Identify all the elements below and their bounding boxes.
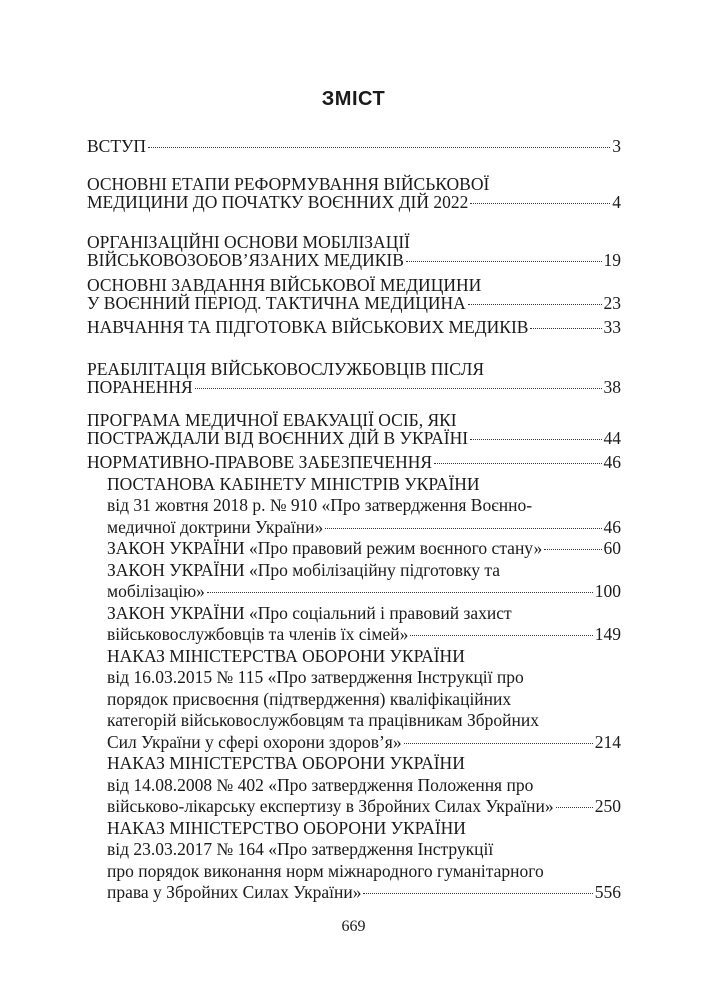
toc-entry-text: Сил України у сфері охорони здоров’я»	[107, 731, 402, 752]
toc-entry-text: військовослужбовців та членів їх сімей»	[107, 624, 409, 644]
toc-entry-text: мобілізацію»	[107, 581, 205, 601]
toc-entry[interactable]	[87, 234, 621, 269]
toc-entry[interactable]	[87, 138, 621, 156]
toc-page-number: 38	[603, 376, 621, 397]
toc-entry-text: У ВОЄННИЙ ПЕРІОД. ТАКТИЧНА МЕДИЦИНА	[87, 292, 466, 313]
toc-page-number: 556	[594, 882, 621, 902]
toc-entry[interactable]	[87, 412, 621, 447]
toc-subentry[interactable]	[87, 603, 621, 646]
toc-entry-text: ВСТУП	[87, 136, 147, 156]
dot-leader	[544, 549, 601, 550]
dot-leader	[556, 807, 593, 808]
toc-entry-last-line	[107, 796, 621, 818]
toc-entry-last-line	[107, 882, 621, 904]
toc-section-heading[interactable]	[87, 452, 621, 474]
toc-entry[interactable]	[87, 361, 621, 396]
dot-leader	[363, 893, 592, 894]
dot-leader	[468, 304, 602, 305]
toc-entry-last-line	[107, 581, 621, 603]
toc-subentry[interactable]	[87, 538, 621, 560]
toc-page-number: 100	[594, 581, 621, 601]
toc-page-number: 44	[603, 427, 621, 448]
toc-entry-text: ЗАКОН УКРАЇНИ «Про мобілізаційну підготовку та	[107, 559, 501, 580]
toc-entry-last-line	[107, 624, 621, 646]
dot-leader	[530, 328, 601, 329]
toc-page-number: 46	[603, 452, 621, 472]
toc-subentry[interactable]	[87, 474, 621, 539]
toc-subentry[interactable]	[87, 753, 621, 818]
toc-entry-text: права у Збройних Силах України»	[107, 882, 362, 902]
dot-leader	[410, 635, 592, 636]
toc-entry[interactable]	[87, 176, 621, 211]
toc-page-number: 250	[594, 796, 621, 816]
dot-leader	[325, 528, 601, 529]
toc-entry-text: НАКАЗ МІНІСТЕРСТВА ОБОРОНИ УКРАЇНИ	[107, 645, 465, 666]
toc-page-number: 214	[594, 731, 621, 752]
toc-entry-text: НАКАЗ МІНІСТЕРСТВА ОБОРОНИ УКРАЇНИ	[107, 753, 465, 773]
dot-leader	[207, 592, 593, 593]
toc-entry-text: РЕАБІЛІТАЦІЯ ВІЙСЬКОВОСЛУЖБОВЦІВ ПІСЛЯ	[87, 359, 485, 379]
toc-entry-text: порядок присвоєння (підтвердження) кваліфікаційних	[107, 688, 512, 709]
toc-entry-last-line	[87, 292, 621, 313]
toc-entry-text: НАВЧАННЯ ТА ПІДГОТОВКА ВІЙСЬКОВИХ МЕДИКІВ	[87, 317, 529, 337]
toc-entry-last-line	[107, 732, 621, 754]
toc-entry-text: від 16.03.2015 № 115 «Про затвердження Інструкції про	[107, 667, 524, 687]
toc-entry-text: ПОРАНЕННЯ	[87, 376, 193, 397]
toc-entry-last-line	[107, 538, 621, 560]
toc-entry-text: ПРОГРАМА МЕДИЧНОЇ ЕВАКУАЦІЇ ОСІБ, ЯКІ	[87, 410, 457, 430]
toc-subentry[interactable]	[87, 818, 621, 904]
toc-entry-text: ОСНОВНІ ЗАВДАННЯ ВІЙСЬКОВОЇ МЕДИЦИНИ	[87, 275, 482, 295]
dot-leader	[148, 147, 610, 148]
toc-page-number: 19	[603, 249, 621, 270]
toc-page-number: 23	[603, 292, 621, 313]
toc-entry-text: про порядок виконання норм міжнародного гуманітарного	[107, 860, 544, 881]
toc-page-number: 4	[612, 191, 621, 212]
toc-entry-text: НОРМАТИВНО-ПРАВОВЕ ЗАБЕЗПЕЧЕННЯ	[87, 452, 433, 472]
toc-page-number: 33	[603, 317, 621, 337]
toc-entry-text: військово-лікарську експертизу в Збройних Силах України»	[107, 796, 554, 816]
toc-entry-text: МЕДИЦИНИ ДО ПОЧАТКУ ВОЄННИХ ДІЙ 2022	[87, 191, 469, 212]
dot-leader	[434, 463, 601, 464]
toc-page-number: 60	[603, 538, 621, 558]
dot-leader	[470, 439, 601, 440]
toc-entry-text: ЗАКОН УКРАЇНИ «Про соціальний і правовий захист	[107, 602, 512, 623]
toc-entry-text: медичної доктрини України»	[107, 516, 324, 537]
toc-entry[interactable]	[87, 277, 621, 312]
dot-leader	[406, 261, 602, 262]
toc-entry-text: категорій військовослужбовцям та працівникам Збройних	[107, 710, 539, 730]
dot-leader	[195, 388, 602, 389]
toc-entry-text: ПОСТРАЖДАЛИ ВІД ВОЄННИХ ДІЙ В УКРАЇНІ	[87, 427, 469, 448]
toc-subentry[interactable]	[87, 560, 621, 603]
toc-entry-text: ПОСТАНОВА КАБІНЕТУ МІНІСТРІВ УКРАЇНИ	[107, 473, 480, 494]
toc-entry-last-line	[87, 138, 621, 156]
toc-entry-last-line	[87, 452, 621, 474]
toc-entry-last-line	[87, 191, 621, 212]
toc-subentry[interactable]	[87, 646, 621, 754]
toc-entry-text: ОРГАНІЗАЦІЙНІ ОСНОВИ МОБІЛІЗАЦІЇ	[87, 232, 410, 252]
toc-section-legal[interactable]	[87, 452, 621, 904]
toc-entry[interactable]	[87, 319, 621, 337]
toc-entry-text: від 31 жовтня 2018 р. № 910 «Про затвердження Воєнно-	[107, 495, 533, 515]
page-number: 669	[341, 918, 366, 935]
toc-entry-text: НАКАЗ МІНІСТЕРСТВО ОБОРОНИ УКРАЇНИ	[107, 817, 466, 838]
dot-leader	[404, 743, 593, 744]
toc-entry-last-line	[87, 319, 621, 337]
toc-entry-last-line	[107, 517, 621, 539]
toc-page-number: 3	[612, 136, 621, 156]
toc-entry-last-line	[87, 249, 621, 270]
toc-entry-text: від 14.08.2008 № 402 «Про затвердження Положення про	[107, 774, 534, 795]
page-title: ЗМІСТ	[321, 88, 386, 110]
dot-leader	[470, 203, 610, 204]
toc-entry-text: ОСНОВНІ ЕТАПИ РЕФОРМУВАННЯ ВІЙСЬКОВОЇ	[87, 174, 490, 194]
toc-entry-text: ЗАКОН УКРАЇНИ «Про правовий режим воєнного стану»	[107, 538, 543, 558]
toc-entry-last-line	[87, 376, 621, 397]
toc-entry-text: від 23.03.2017 № 164 «Про затвердження Інструкції	[107, 839, 494, 859]
toc-page-number: 46	[603, 516, 621, 537]
toc-entry-text: ВІЙСЬКОВОЗОБОВ’ЯЗАНИХ МЕДИКІВ	[87, 249, 404, 270]
toc-entry-last-line	[87, 427, 621, 448]
toc-page-number: 149	[594, 624, 621, 644]
